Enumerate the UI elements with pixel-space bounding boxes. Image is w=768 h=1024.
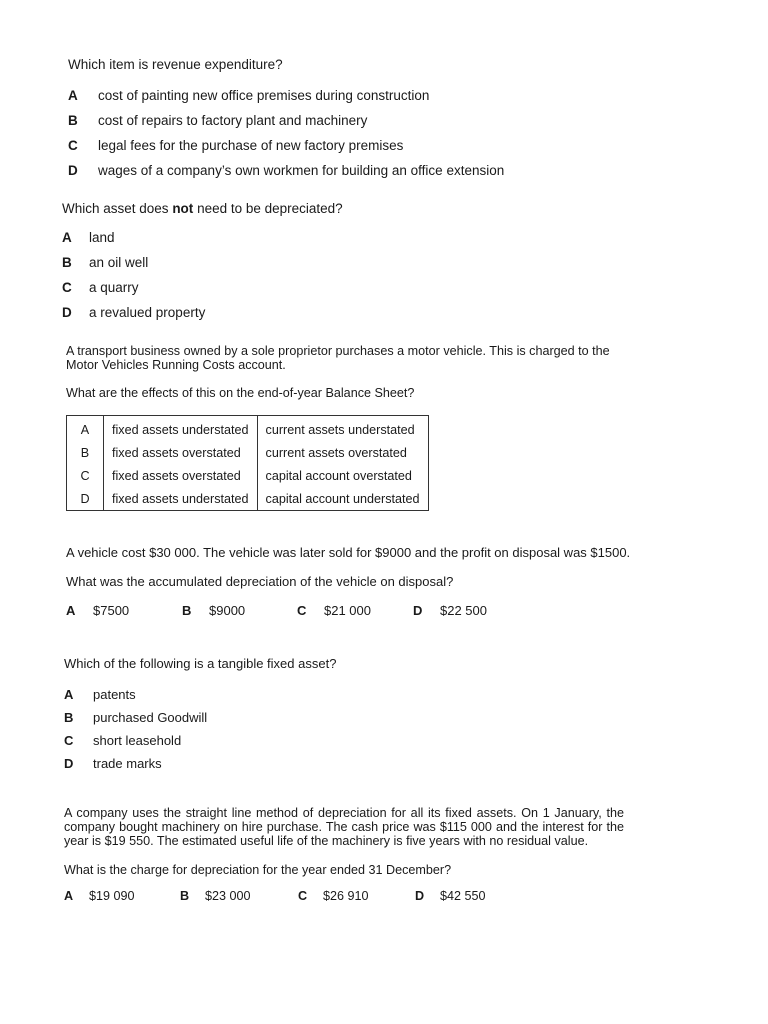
option-d: D trade marks [64,756,162,771]
option-a: A cost of painting new office premises during construction [68,88,430,103]
option-a: A land [62,230,115,245]
question-2 [62,201,622,330]
table-row: A fixed assets understated current assets understated [67,416,429,442]
table-row: C fixed assets overstated capital account overstated [67,464,429,487]
question-5 [64,656,624,779]
option-a: A patents [64,687,136,702]
question-stem: What is the charge for depreciation for the year ended 31 December? [64,863,452,877]
question-stem: What was the accumulated depreciation of the vehicle on disposal? [66,574,454,589]
question-6 [64,806,624,907]
question-stem: What are the effects of this on the end-of-year Balance Sheet? [66,386,415,400]
option-d: D wages of a company’s own workmen for building an office extension [68,163,505,178]
option-d: D a revalued property [62,305,206,320]
table-row: B fixed assets overstated current assets overstated [67,441,429,464]
option-b: B cost of repairs to factory plant and machinery [68,113,368,128]
option-b: B an oil well [62,255,149,270]
option-b: B purchased Goodwill [64,710,208,725]
question-intro: A company uses the straight line method of depreciation for all its fixed assets. On 1 January, the company bought machinery on hire purchase. The cash price was $115 000 and the interest for the year is $19 550. The estimated useful life of the machinery is five years with no residual value. [64,806,624,848]
question-intro: A vehicle cost $30 000. The vehicle was later sold for $9000 and the profit on disposal was $1500. [66,545,631,560]
option-c: C legal fees for the purchase of new factory premises [68,138,404,153]
options-row: A $19 090 B $23 000 C $26 910 D $42 550 [64,889,486,903]
question-3 [66,344,636,511]
question-4 [66,546,666,621]
question-1 [68,57,628,188]
question-stem: Which of the following is a tangible fixed asset? [64,656,337,671]
question-intro: A transport business owned by a sole proprietor purchases a motor vehicle. This is charged to the Motor Vehicles Running Costs account. [66,344,610,372]
options-row: A $7500 B $9000 C $21 000 D $22 500 [66,603,487,618]
question-stem: Which item is revenue expenditure? [68,57,283,72]
option-c: C short leasehold [64,733,182,748]
answer-table [66,415,429,511]
option-c: C a quarry [62,280,139,295]
table-row: D fixed assets understated capital account understated [67,487,429,511]
question-stem: Which asset does not need to be depreciated? [62,201,343,216]
